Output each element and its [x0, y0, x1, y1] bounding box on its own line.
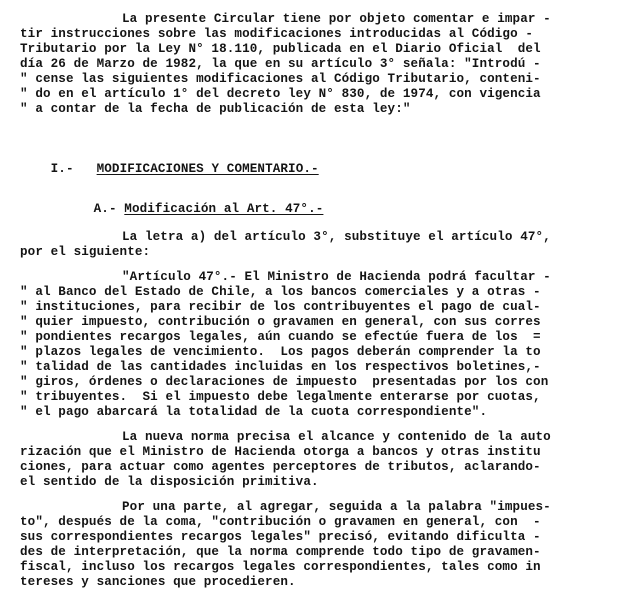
intro-line: " cense las siguientes modificaciones al Código Tributario, conteni- — [20, 72, 541, 86]
section-number: I.- — [50, 162, 74, 176]
quote-line: " el pago abarcará la totalidad de la cuota correspondiente". — [20, 405, 488, 419]
quote-line: " al Banco del Estado de Chile, a los bancos comerciales y a otras - — [20, 285, 541, 299]
quote-line: " pondientes recargos legales, aún cuando se efectúe fuera de los = — [20, 330, 541, 344]
quote-line: " instituciones, para recibir de los contribuyentes el pago de cual- — [20, 300, 541, 314]
paragraph-line: to", después de la coma, "contribución o gravamen en general, con - — [20, 515, 541, 529]
intro-line: Tributario por la Ley N° 18.110, publicada en el Diario Oficial del — [20, 42, 541, 56]
section-title: MODIFICACIONES Y COMENTARIO.- — [96, 162, 319, 176]
paragraph-line: des de interpretación, que la norma comprende todo tipo de gravamen- — [20, 545, 541, 559]
paragraph-line: ciones, para actuar como agentes perceptores de tributos, aclarando- — [20, 460, 541, 474]
paragraph-line: La letra a) del artículo 3°, substituye el artículo 47°, — [122, 230, 551, 244]
paragraph-line: rización que el Ministro de Hacienda otorga a bancos y otras institu — [20, 445, 541, 459]
quote-line: " quier impuesto, contribución o gravamen en general, con sus corres — [20, 315, 541, 329]
subsection-letter: A.- — [93, 202, 117, 216]
paragraph-line: Por una parte, al agregar, seguida a la palabra "impues- — [122, 500, 551, 514]
paragraph-line: fiscal, incluso los recargos legales correspondientes, tales como in — [20, 560, 541, 574]
intro-line: " do en el artículo 1° del decreto ley N° 830, de 1974, con vigencia — [20, 87, 541, 101]
paragraph-line: tereses y sanciones que procedieren. — [20, 575, 296, 589]
paragraph-line: La nueva norma precisa el alcance y contenido de la auto — [122, 430, 551, 444]
paragraph-line: por el siguiente: — [20, 245, 151, 259]
section-heading — [20, 147, 319, 192]
intro-line: tir instrucciones sobre las modificaciones introducidas al Código - — [20, 27, 534, 41]
quote-line: " tribuyentes. Si el impuesto debe legalmente enterarse por cuotas, — [20, 390, 541, 404]
quote-line: " talidad de las cantidades incluidas en los respectivos boletines,- — [20, 360, 541, 374]
subsection-heading — [63, 187, 323, 232]
intro-line: La presente Circular tiene por objeto comentar e impar - — [122, 12, 551, 26]
quote-line: " giros, órdenes o declaraciones de impuesto presentadas por los con — [20, 375, 549, 389]
quote-line: " plazos legales de vencimiento. Los pagos deberán comprender la to — [20, 345, 541, 359]
quote-line: "Artículo 47°.- El Ministro de Hacienda podrá facultar - — [122, 270, 551, 284]
paragraph-line: sus correspondientes recargos legales" precisó, evitando dificulta - — [20, 530, 541, 544]
intro-line: día 26 de Marzo de 1982, la que en su artículo 3° señala: "Introdú - — [20, 57, 541, 71]
intro-line: " a contar de la fecha de publicación de esta ley:" — [20, 102, 411, 116]
paragraph-line: el sentido de la disposición primitiva. — [20, 475, 319, 489]
subsection-title: Modificación al Art. 47°.- — [124, 202, 324, 216]
